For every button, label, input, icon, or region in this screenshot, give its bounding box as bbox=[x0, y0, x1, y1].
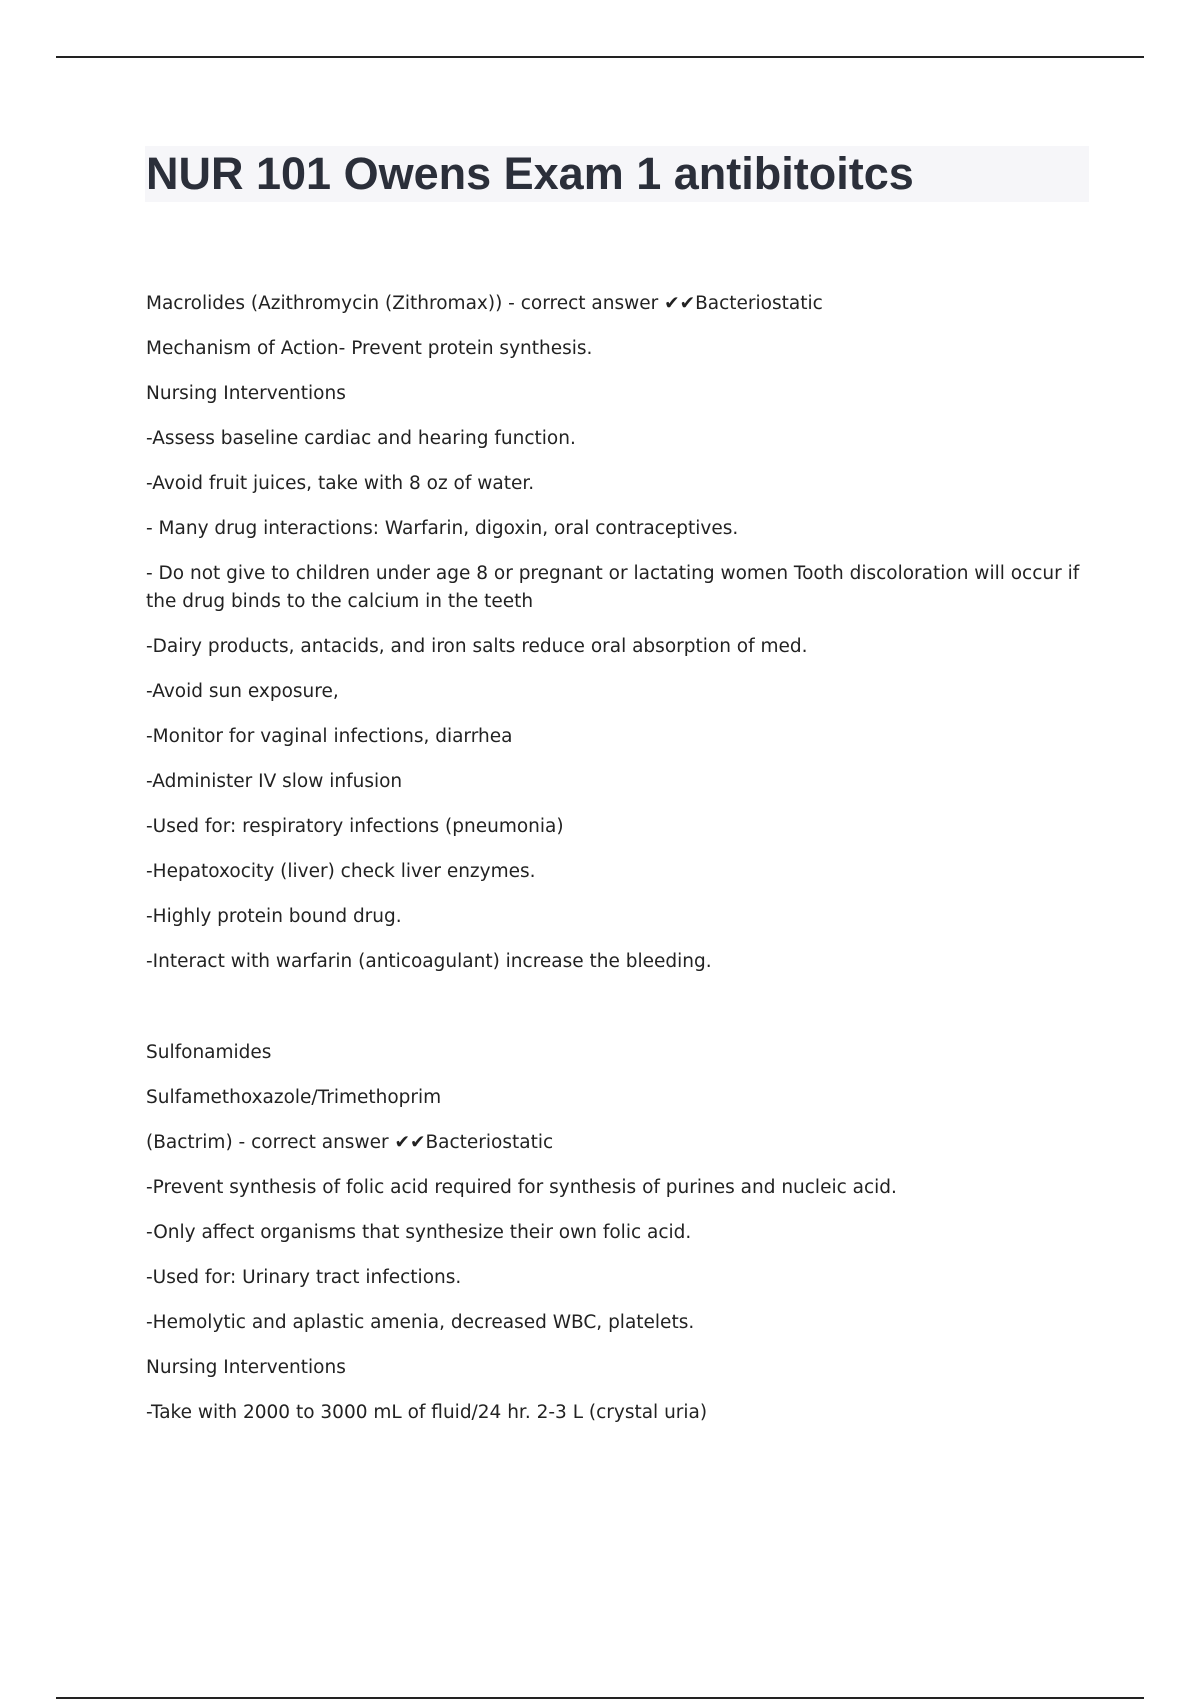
list-item: -Avoid fruit juices, take with 8 oz of water. bbox=[146, 473, 535, 494]
document-body bbox=[146, 290, 1086, 1444]
text-line: Sulfamethoxazole/Trimethoprim bbox=[146, 1087, 442, 1108]
list-item: -Assess baseline cardiac and hearing function. bbox=[146, 428, 576, 449]
list-item: -Avoid sun exposure, bbox=[146, 681, 339, 702]
text-line: Macrolides (Azithromycin (Zithromax)) - correct answer ✔✔Bacteriostatic bbox=[146, 293, 823, 314]
list-item: - Do not give to children under age 8 or pregnant or lactating women Tooth discoloration will occur if the drug binds to the calcium in the teeth bbox=[146, 563, 1080, 612]
top-rule bbox=[56, 56, 1144, 58]
list-item: -Only affect organisms that synthesize their own folic acid. bbox=[146, 1222, 692, 1243]
list-item: -Dairy products, antacids, and iron salts reduce oral absorption of med. bbox=[146, 636, 808, 657]
section-spacer bbox=[146, 993, 1086, 1039]
list-item: -Hepatoxocity (liver) check liver enzymes. bbox=[146, 861, 536, 882]
list-item: -Prevent synthesis of folic acid required for synthesis of purines and nucleic acid. bbox=[146, 1177, 897, 1198]
page-title: NUR 101 Owens Exam 1 antibitoitcs bbox=[146, 148, 914, 199]
list-item: - Many drug interactions: Warfarin, digoxin, oral contraceptives. bbox=[146, 518, 739, 539]
section-heading: Nursing Interventions bbox=[146, 1357, 346, 1378]
list-item: -Used for: respiratory infections (pneumonia) bbox=[146, 816, 564, 837]
list-item: -Monitor for vaginal infections, diarrhea bbox=[146, 726, 513, 747]
bottom-rule bbox=[56, 1697, 1144, 1699]
section-heading: Nursing Interventions bbox=[146, 383, 346, 404]
text-line: Mechanism of Action- Prevent protein synthesis. bbox=[146, 338, 593, 359]
list-item: -Used for: Urinary tract infections. bbox=[146, 1267, 462, 1288]
list-item: -Interact with warfarin (anticoagulant) increase the bleeding. bbox=[146, 951, 712, 972]
list-item: -Hemolytic and aplastic amenia, decreased WBC, platelets. bbox=[146, 1312, 695, 1333]
list-item: -Administer IV slow infusion bbox=[146, 771, 403, 792]
text-line: (Bactrim) - correct answer ✔✔Bacteriostatic bbox=[146, 1132, 554, 1153]
list-item: -Take with 2000 to 3000 mL of fluid/24 hr. 2-3 L (crystal uria) bbox=[146, 1402, 708, 1423]
list-item: -Highly protein bound drug. bbox=[146, 906, 402, 927]
section-heading: Sulfonamides bbox=[146, 1042, 272, 1063]
